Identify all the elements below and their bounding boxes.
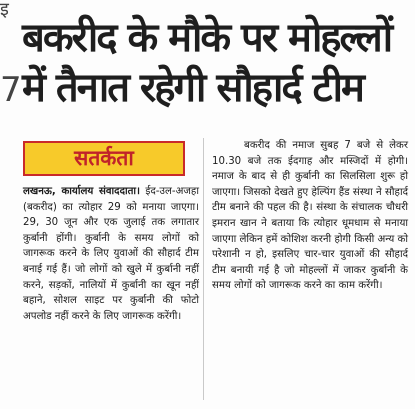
headline-line-2: में तैनात रहेगी सौहार्द टीम: [22, 65, 363, 111]
left-column-body: ईद-उल-अजहा (बकरीद) का त्योहार 29 को मनाया जाएगा। 29, 30 जून और एक जुलाई तक लगातार कुर्बानी होंगी। कुर्बानी के समय लोगों को जागरूक करने के लिए युवाओं की सौहार्द टीम बनाई गई हैं। जो लोगों को खुले में कुर्बानी नहीं करने, सड़कों, नालियों में कुर्बानी का खून नहीं बहाने, सोशल साइट पर कुर्बानी की फोटो अपलोड नहीं करने के लिए जागरूक करेंगी।: [23, 186, 199, 322]
badge-label: सतर्कता: [74, 146, 134, 170]
headline-line-1: बकरीद के मौके पर मोहल्लों: [22, 15, 392, 61]
edge-glyph-top: इ: [0, 0, 9, 20]
right-column: [212, 138, 408, 294]
edge-glyph-mid: 7: [0, 70, 22, 110]
section-badge: [23, 141, 185, 176]
left-column: [23, 184, 199, 324]
right-column-body: बकरीद की नमाज सुबह 7 बजे से लेकर 10.30 बजे तक ईदगाह और मस्जिदों में होगी। नमाज के बाद से ही कुर्बानी का सिलसिला शुरू हो जाएगा। जिसको देखते हुए हेल्पिंग हैंड संस्था ने सौहार्द टीम बनाने की पहल की है। संस्था के संचालक चौधरी इमरान खान ने बताया कि त्योहार धूमधाम से मनाया जाएगा लेकिन हमें कोशिश करनी होगी किसी अन्य को परेशानी न हो, इसलिए चार-चार युवाओं की सौहार्द टीम बनायी गई है जो मोहल्लों में जाकर कुर्बानी के समय लोगों को जागरूक करने का काम करेंगी।: [212, 140, 408, 292]
dateline: लखनऊ, कार्यालय संवाददाता।: [23, 186, 140, 197]
column-divider: [203, 138, 204, 400]
